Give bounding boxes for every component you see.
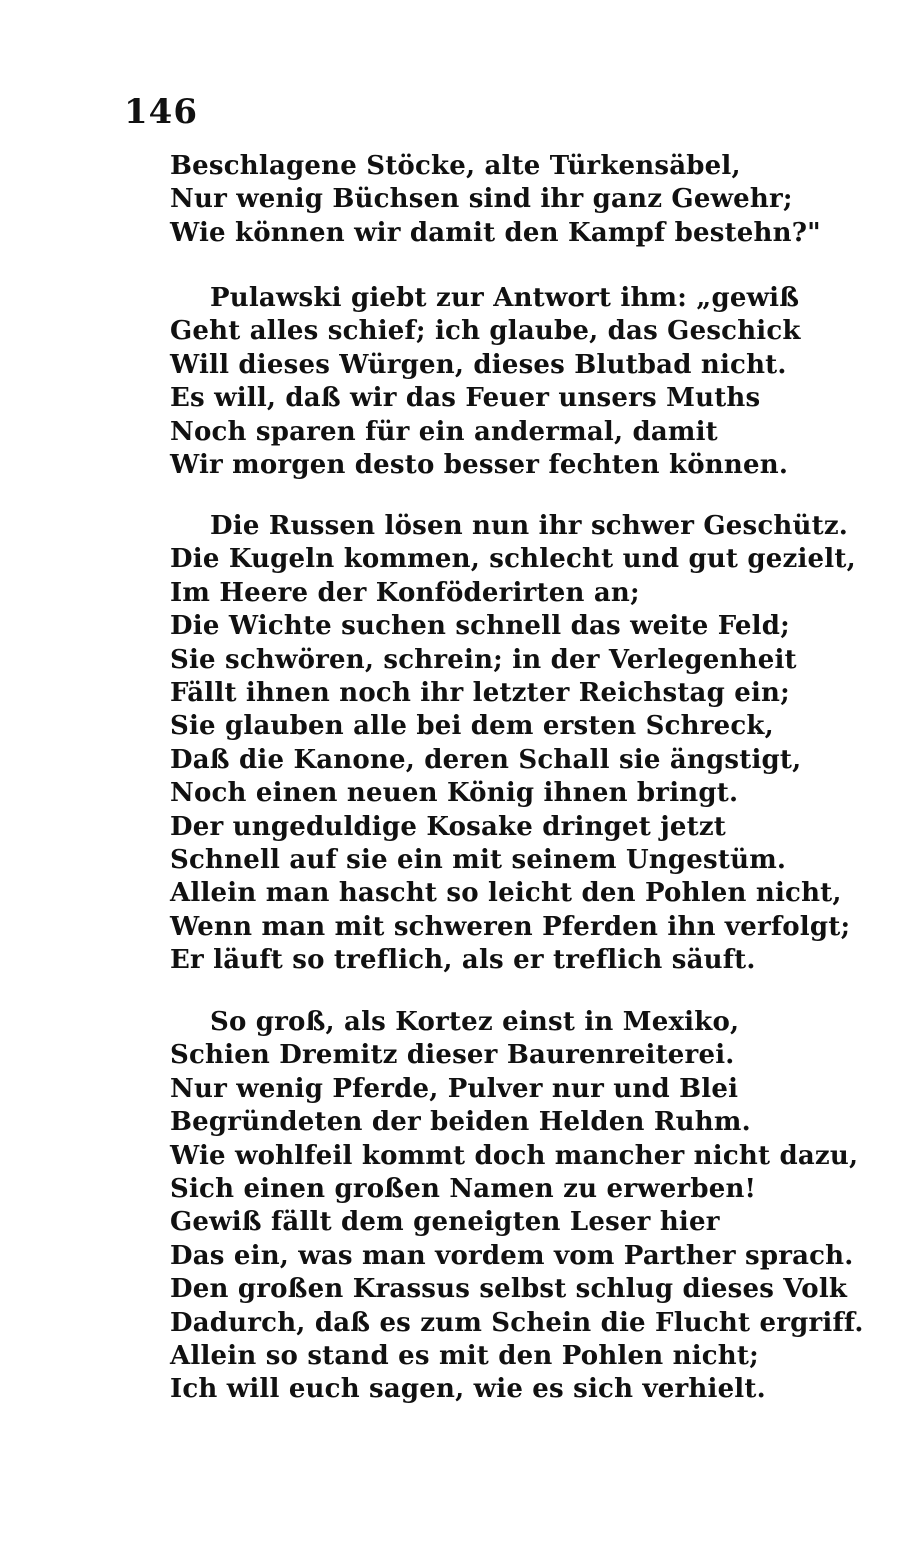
verse-line: So groß, als Kortez einst in Mexiko, (210, 1007, 740, 1037)
stanza-2 (170, 282, 820, 482)
verse-line: Pulawski giebt zur Antwort ihm: „gewiß (210, 283, 800, 313)
verse-line: Nur wenig Büchsen sind ihr ganz Gewehr; (170, 184, 793, 215)
verse-line: Die Kugeln kommen, schlecht und gut gezielt, (170, 544, 856, 575)
stanza-1 (170, 150, 820, 250)
verse-line: Er läuft so treflich, als er treflich säuft. (170, 945, 756, 976)
verse-line: Wie wohlfeil kommt doch mancher nicht dazu, (170, 1140, 859, 1171)
verse-line: Sie schwören, schrein; in der Verlegenheit (170, 644, 797, 675)
verse-line: Den großen Krassus selbst schlug dieses Volk (170, 1274, 848, 1305)
verse-line: Im Heere der Konföderirten an; (170, 577, 640, 608)
verse-line: Dadurch, daß es zum Schein die Flucht ergriff. (170, 1307, 864, 1338)
stanza-3 (170, 510, 856, 977)
verse-line: Ich will euch sagen, wie es sich verhielt. (170, 1374, 766, 1405)
verse-line: Noch einen neuen König ihnen bringt. (170, 778, 739, 809)
verse-line: Wir morgen desto besser fechten können. (170, 449, 789, 480)
verse-line: Wenn man mit schweren Pferden ihn verfolgt; (170, 911, 851, 942)
verse-line: Schien Dremitz dieser Baurenreiterei. (170, 1040, 735, 1071)
verse-line: Sie glauben alle bei dem ersten Schreck, (170, 711, 774, 742)
verse-line: Daß die Kanone, deren Schall sie ängstigt, (170, 744, 802, 775)
verse-line: Begründeten der beiden Helden Ruhm. (170, 1107, 751, 1138)
verse-line: Wie können wir damit den Kampf bestehn?" (170, 217, 821, 248)
verse-line: Allein so stand es mit den Pohlen nicht; (170, 1340, 759, 1371)
verse-line: Schnell auf sie ein mit seinem Ungestüm. (170, 844, 787, 875)
verse-line: Die Russen lösen nun ihr schwer Geschütz. (210, 511, 849, 541)
page-number: 146 (124, 92, 198, 132)
verse-line: Noch sparen für ein andermal, damit (170, 416, 718, 447)
verse-line: Beschlagene Stöcke, alte Türkensäbel, (170, 151, 741, 181)
verse-line: Die Wichte suchen schnell das weite Feld; (170, 611, 790, 642)
verse-line: Es will, daß wir das Feuer unsers Muths (170, 383, 761, 414)
stanza-4 (170, 1006, 864, 1407)
verse-line: Der ungeduldige Kosake dringet jetzt (170, 811, 726, 842)
verse-line: Fällt ihnen noch ihr letzter Reichstag ein; (170, 677, 790, 708)
verse-line: Gewiß fällt dem geneigten Leser hier (170, 1207, 720, 1238)
verse-line: Will dieses Würgen, dieses Blutbad nicht. (170, 349, 787, 380)
verse-line: Nur wenig Pferde, Pulver nur und Blei (170, 1073, 739, 1104)
verse-line: Sich einen großen Namen zu erwerben! (170, 1173, 757, 1204)
verse-line: Allein man hascht so leicht den Pohlen nicht, (170, 878, 842, 909)
verse-line: Das ein, was man vordem vom Parther sprach. (170, 1240, 854, 1271)
verse-line: Geht alles schief; ich glaube, das Geschick (170, 316, 801, 347)
